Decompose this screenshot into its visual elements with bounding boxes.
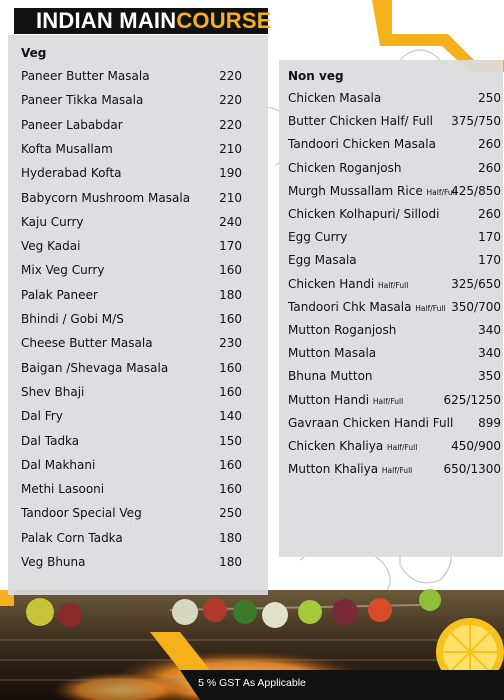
menu-item — [288, 437, 501, 455]
menu-item — [21, 310, 242, 328]
menu-item-price: 899 — [478, 415, 501, 430]
menu-item-price: 625/1250 — [443, 392, 501, 407]
menu-item — [288, 205, 501, 223]
portion-suffix: Half/Full — [387, 443, 418, 452]
menu-item-price: 180 — [219, 287, 242, 302]
menu-item-price: 375/750 — [451, 114, 501, 129]
menu-item-price: 170 — [219, 239, 242, 254]
menu-item-price: 260 — [478, 207, 501, 221]
page-title — [36, 7, 272, 35]
title-accent: COURSE — [176, 8, 272, 33]
menu-item — [21, 213, 242, 231]
menu-item — [21, 480, 242, 498]
menu-item-name: Chicken Kolhapuri/ Sillodi — [288, 207, 440, 221]
menu-item-name-wrap — [288, 460, 412, 480]
menu-item-name: Cheese Butter Masala — [21, 336, 153, 351]
menu-item-name: Chicken Handi — [288, 276, 375, 291]
menu-item-name: Tandoor Special Veg — [21, 506, 142, 521]
menu-item-price: 160 — [219, 312, 242, 326]
menu-item — [288, 159, 501, 177]
menu-item-name: Mix Veg Curry — [21, 263, 105, 278]
menu-item-price: 160 — [219, 482, 242, 497]
menu-item-price: 160 — [219, 360, 242, 375]
menu-item-price: 150 — [219, 433, 242, 448]
menu-item-name: Mutton Handi — [288, 392, 370, 407]
menu-item — [21, 91, 242, 109]
menu-item-name-wrap — [288, 275, 408, 295]
menu-item-name: Egg Masala — [288, 253, 357, 268]
menu-item-price: 160 — [219, 457, 242, 472]
menu-item — [21, 432, 242, 450]
menu-item-price: 220 — [219, 69, 242, 83]
menu-item-name-wrap — [288, 391, 403, 411]
menu-item — [288, 112, 501, 130]
menu-item-name: Mutton Masala — [288, 346, 377, 361]
menu-item — [21, 67, 242, 85]
menu-item — [288, 275, 501, 293]
menu-item-name: Tandoori Chk Masala — [288, 299, 412, 314]
menu-item-name: Baigan /Shevaga Masala — [21, 360, 169, 375]
menu-item-price: 190 — [219, 166, 242, 181]
nonveg-heading: Non veg — [288, 69, 344, 83]
menu-item — [21, 553, 242, 571]
menu-item-name: Bhindi / Gobi M/S — [21, 312, 124, 326]
menu-item-price: 250 — [478, 91, 501, 105]
menu-item — [21, 504, 242, 522]
menu-item — [21, 140, 242, 158]
portion-suffix: Half/Full — [372, 396, 404, 406]
menu-item-price: 140 — [219, 409, 242, 424]
menu-item-name-wrap — [288, 182, 457, 202]
menu-item-price: 220 — [219, 117, 242, 132]
menu-item — [288, 251, 501, 269]
menu-item-name: Paneer Lababdar — [21, 117, 123, 132]
gst-note: 5 % GST As Applicable — [198, 677, 306, 689]
menu-item-price: 260 — [478, 137, 501, 152]
portion-suffix: Half/Full — [378, 280, 409, 290]
menu-item-price: 650/1300 — [443, 462, 501, 477]
menu-item-price: 325/650 — [451, 276, 501, 291]
menu-item — [21, 286, 242, 304]
menu-item — [21, 237, 242, 255]
menu-item-name: Dal Fry — [21, 409, 63, 424]
menu-item-name: Egg Curry — [288, 230, 348, 245]
menu-item-name: Chicken Masala — [288, 91, 382, 105]
menu-item — [288, 321, 501, 339]
menu-item-name: Palak Paneer — [21, 287, 98, 302]
menu-item-price: 210 — [219, 190, 242, 205]
menu-item — [21, 261, 242, 279]
menu-item-price: 350/700 — [451, 299, 501, 314]
menu-item-price: 220 — [219, 93, 242, 108]
menu-item-name-wrap — [288, 437, 417, 457]
menu-item-name: Dal Makhani — [21, 457, 96, 472]
title-main: INDIAN MAIN — [36, 8, 177, 33]
veg-heading: Veg — [21, 46, 47, 60]
menu-item-price: 170 — [478, 253, 501, 268]
menu-item-name: Methi Lasooni — [21, 482, 105, 497]
menu-item — [288, 414, 501, 432]
menu-item-name: Bhuna Mutton — [288, 369, 373, 384]
menu-item-price: 160 — [219, 384, 242, 399]
menu-item — [288, 228, 501, 246]
menu-item — [288, 460, 501, 478]
menu-item-name: Mutton Roganjosh — [288, 323, 397, 337]
menu-item-name: Paneer Tikka Masala — [21, 93, 144, 108]
menu-item — [21, 359, 242, 377]
menu-item-name: Kaju Curry — [21, 214, 84, 229]
menu-item — [21, 116, 242, 134]
menu-item-name: Kofta Musallam — [21, 141, 113, 156]
menu-item-price: 250 — [219, 506, 242, 521]
menu-item — [21, 164, 242, 182]
menu-item-price: 260 — [478, 160, 501, 175]
menu-item-name: Chicken Roganjosh — [288, 160, 402, 175]
menu-item-price: 425/850 — [451, 183, 501, 198]
menu-item-name: Paneer Butter Masala — [21, 69, 150, 83]
menu-item-price: 210 — [219, 141, 242, 156]
menu-item — [288, 89, 501, 107]
menu-item — [288, 367, 501, 385]
menu-item-name: Mutton Khaliya — [288, 462, 379, 477]
menu-item-price: 230 — [219, 336, 242, 351]
menu-item-name: Chicken Khaliya — [288, 439, 384, 453]
menu-item — [288, 391, 501, 409]
portion-suffix: Half/Full — [381, 466, 413, 476]
menu-item — [21, 334, 242, 352]
menu-item-name: Tandoori Chicken Masala — [288, 137, 436, 152]
menu-item-name: Dal Tadka — [21, 433, 80, 448]
menu-item — [288, 182, 501, 200]
menu-item-price: 180 — [219, 530, 242, 545]
menu-item-name: Butter Chicken Half/ Full — [288, 114, 433, 129]
menu-item-price: 350 — [478, 369, 501, 384]
menu-item-price: 240 — [219, 214, 242, 229]
menu-item-price: 170 — [478, 230, 501, 245]
menu-item-price: 180 — [219, 555, 242, 569]
menu-item — [21, 529, 242, 547]
menu-item — [21, 407, 242, 425]
portion-suffix: Half/Full — [415, 303, 446, 313]
menu-item-name: Veg Kadai — [21, 239, 81, 254]
menu-item-price: 340 — [478, 346, 501, 361]
menu-item-name-wrap — [288, 298, 446, 318]
menu-item-name: Hyderabad Kofta — [21, 166, 122, 181]
menu-item-name: Shev Bhaji — [21, 384, 85, 399]
menu-item — [288, 135, 501, 153]
menu-item-price: 160 — [219, 263, 242, 278]
menu-item — [21, 456, 242, 474]
menu-item — [21, 189, 242, 207]
menu-item-name: Palak Corn Tadka — [21, 530, 123, 545]
menu-item — [288, 298, 501, 316]
menu-item-price: 450/900 — [451, 439, 501, 453]
menu-item-name: Gavraan Chicken Handi Full — [288, 415, 454, 430]
menu-item-name: Veg Bhuna — [21, 555, 86, 569]
menu-item — [288, 344, 501, 362]
portion-suffix: Half/Full — [426, 187, 457, 197]
menu-item-price: 340 — [478, 323, 501, 337]
menu-item-name: Babycorn Mushroom Masala — [21, 190, 191, 205]
menu-item-name: Murgh Mussallam Rice — [288, 183, 423, 198]
menu-item — [21, 383, 242, 401]
